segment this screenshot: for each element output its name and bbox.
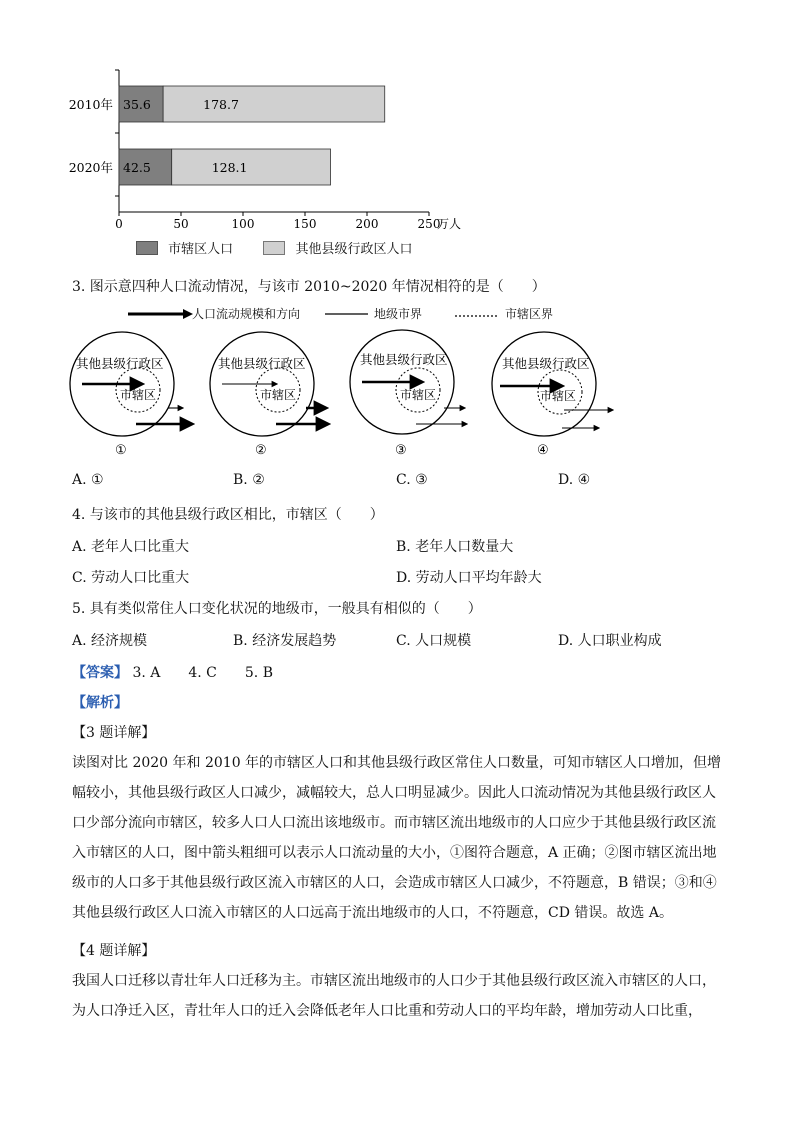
q5-option-d[interactable]: D. 人口职业构成 (558, 633, 662, 649)
answer-text: 3. A 4. C 5. B (132, 665, 273, 681)
x-axis-unit: 万人 (437, 217, 462, 231)
x-tick-label-0: 0 (115, 217, 123, 231)
diagram-3-outer-label: 其他县级行政区 (360, 352, 448, 367)
diagram-2-number: ② (255, 443, 267, 458)
bar-label-0-1: 178.7 (203, 97, 239, 112)
flow-diagrams (60, 322, 640, 462)
x-tick-label-2: 100 (231, 217, 255, 231)
diagram-4 (492, 332, 612, 458)
q4-option-a[interactable]: A. 老年人口比重大 (72, 539, 190, 555)
answer-line (72, 662, 273, 682)
diagram-1-number: ① (115, 443, 127, 458)
diagram-4-inner-label: 市辖区 (540, 389, 577, 403)
bar-0-1 (163, 86, 385, 122)
category-label-1: 2020年 (68, 160, 113, 175)
x-tick-label-1: 50 (173, 217, 189, 231)
population-bar-chart (60, 60, 480, 260)
bar-label-1-1: 128.1 (211, 160, 248, 175)
legend-swatch-other (263, 241, 285, 255)
diagram-1 (70, 332, 190, 458)
q3-option-b[interactable]: B. ② (233, 472, 265, 488)
diagram-1-outer-label: 其他县级行政区 (76, 356, 164, 371)
legend-label-other: 其他县级行政区人口 (295, 242, 413, 257)
detail-4-text: 我国人口迁移以青壮年人口迁移为主。市辖区流出地级市的人口少于其他县级行政区流入市辖区的人口，为人口净迁入区，青壮年人口的迁入会降低老年人口比重和劳动人口的平均年龄，增加劳动人口比重， (72, 973, 716, 1019)
q4-option-c[interactable]: C. 劳动人口比重大 (72, 570, 190, 586)
detail-4-heading: 【4 题详解】 (72, 943, 156, 959)
q5-option-b[interactable]: B. 经济发展趋势 (233, 633, 337, 649)
diagram-3-number: ③ (395, 443, 407, 458)
answer-tag: 【答案】 (72, 665, 128, 681)
diagram-3-inner-label: 市辖区 (400, 388, 437, 402)
diagram-2 (210, 332, 326, 458)
diagram-4-outer-label: 其他县级行政区 (502, 356, 590, 371)
detail-3-text: 读图对比 2020 年和 2010 年的市辖区人口和其他县级行政区常住人口数量，可知市辖区人口增加，但增幅较小，其他县级行政区人口减少，减幅较大，总人口明显减少。因此人口流动情况为其他县级行政区人口少部分流向市辖区，较多人口人口流出该地级市。而市辖区流出地级市的人口应少于其他县级行政区流入市辖区的人口，图中箭头粗细可以表示人口流动量的大小，①图符合题意，A 正确；②图市辖区流出地级市的人口多于其他县级行政区流入市辖区的人口，会造成市辖区人口减少，不符题意，B 错误；③和④其他县级行政区人口流入市辖区的人口远高于流出地级市的人口，不符题意，CD 错误。故选 A。 (72, 755, 722, 921)
bar-label-1-0: 42.5 (123, 160, 151, 175)
q5-option-c[interactable]: C. 人口规模 (396, 633, 472, 649)
diagram-1-inner-label: 市辖区 (120, 388, 157, 402)
legend-city-border-label: 地级市界 (374, 307, 423, 321)
diagram-2-outer-label: 其他县级行政区 (218, 356, 306, 371)
question-5-stem: 5. 具有类似常住人口变化状况的地级市，一般具有相似的（ ） (72, 601, 482, 617)
question-3-stem: 3. 图示意四种人口流动情况，与该市 2010~2020 年情况相符的是（ ） (72, 279, 546, 295)
bar-1-1 (172, 149, 331, 185)
legend-swatch-urban (136, 241, 158, 255)
diagram-3 (350, 330, 466, 458)
q3-option-d[interactable]: D. ④ (558, 472, 591, 488)
q3-option-a[interactable]: A. ① (72, 472, 104, 488)
legend-label-urban: 市辖区人口 (168, 242, 234, 257)
detail-3-heading: 【3 题详解】 (72, 725, 156, 741)
legend-district-border-label: 市辖区界 (505, 307, 554, 321)
x-tick-label-4: 200 (355, 217, 379, 231)
analysis-tag: 【解析】 (72, 695, 128, 711)
bar-label-0-0: 35.6 (123, 97, 151, 112)
x-tick-label-3: 150 (293, 217, 317, 231)
x-tick-label-5: 250 (417, 217, 441, 231)
diagram-4-number: ④ (537, 443, 549, 458)
q3-option-c[interactable]: C. ③ (396, 472, 428, 488)
chart-legend (136, 238, 412, 257)
q4-option-b[interactable]: B. 老年人口数量大 (396, 539, 514, 555)
category-label-0: 2010年 (68, 97, 113, 112)
q4-option-d[interactable]: D. 劳动人口平均年龄大 (396, 570, 542, 586)
q5-option-a[interactable]: A. 经济规模 (72, 633, 148, 649)
legend-flow-label: 人口流动规模和方向 (192, 307, 301, 321)
question-4-stem: 4. 与该市的其他县级行政区相比，市辖区（ ） (72, 507, 384, 523)
diagram-2-inner-label: 市辖区 (260, 388, 297, 402)
q3-legend-graphics (125, 304, 505, 324)
